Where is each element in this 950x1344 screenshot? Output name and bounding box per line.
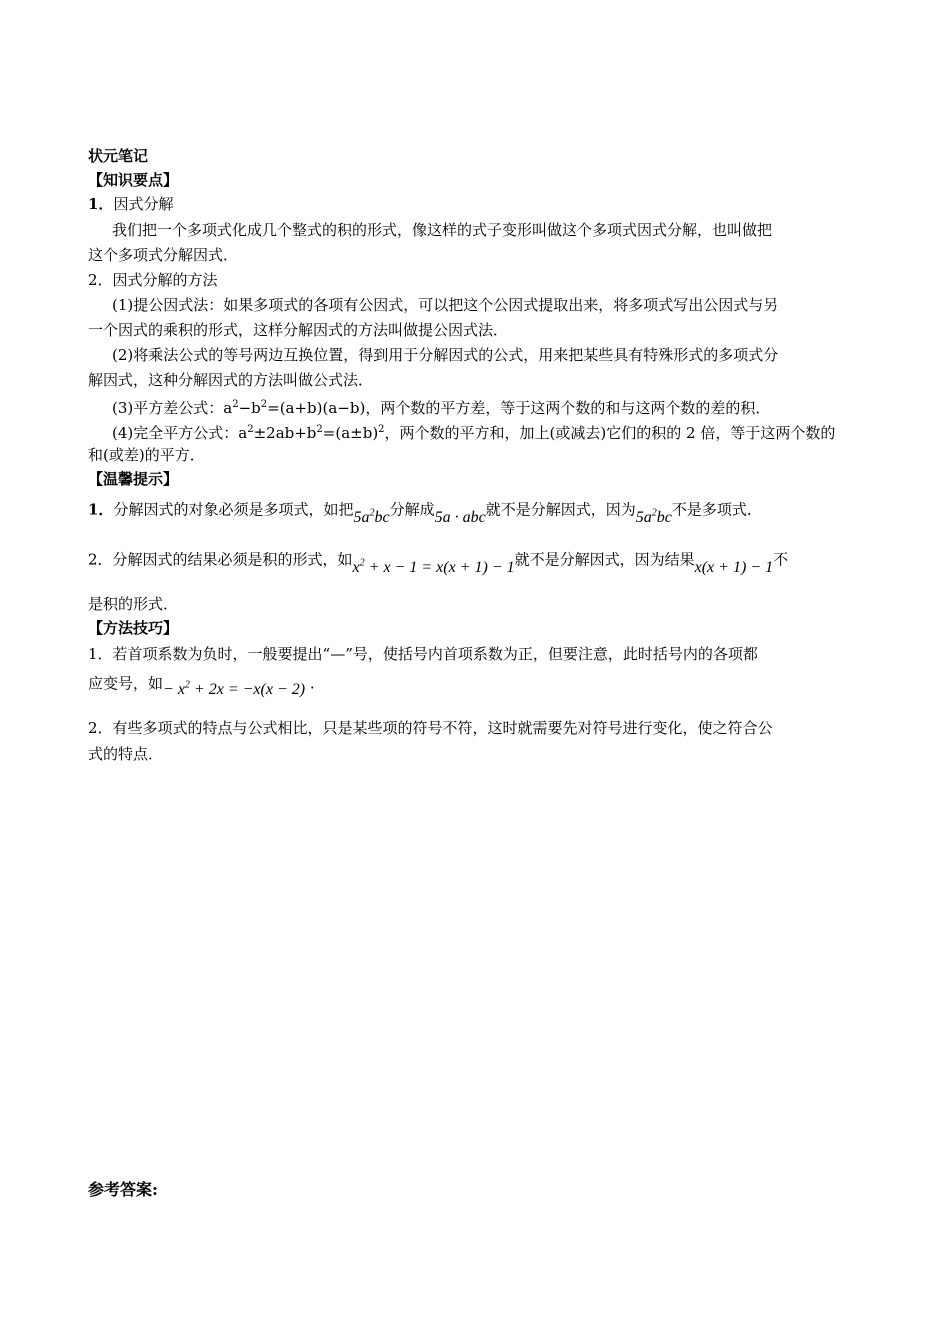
superscript: 2 <box>247 424 254 435</box>
math-expression: − $x^2 + 2x = -x(x - 2)$ <box>163 680 306 699</box>
key-point-1-body-line2: 这个多项式分解因式． <box>88 246 239 264</box>
superscript: 2 <box>378 424 385 435</box>
section-heading-techniques: 【方法技巧】 <box>88 619 179 637</box>
section-heading-tips: 【温馨提示】 <box>88 470 179 488</box>
formula-text: −b <box>238 399 261 417</box>
key-point-1-heading <box>88 194 863 214</box>
method-3-line <box>112 395 887 418</box>
superscript: 2 <box>316 424 323 435</box>
formula-text: =(a+b)(a−b)，两个数的平方差，等于这两个数的和与这两个数的差的积． <box>267 399 771 417</box>
tip-text: 就不是分解因式，因为结果 <box>514 550 695 569</box>
tip-text: 分解因式的对象必须是多项式，如把 <box>113 500 354 519</box>
method-4-line2: 和(或差)的平方． <box>88 446 205 464</box>
method-4-line1 <box>112 420 887 443</box>
tip-text: 2．分解因式的结果必须是积的形式，如 <box>88 550 353 569</box>
technique-1-line1: 1．若首项系数为负时，一般要提出“—”号，使括号内首项系数为正，但要注意，此时括号内的各项都 <box>88 645 758 663</box>
math-expression: x(x + 1) − 1 <box>694 559 774 577</box>
method-1-line2: 一个因式的乘积的形式，这样分解因式的方法叫做提公因式法． <box>88 321 509 339</box>
technique-text: 应变号，如 <box>88 674 164 693</box>
method-1-line1: (1)提公因式法：如果多项式的各项有公因式，可以把这个公因式提取出来，将多项式写出公因式与另 <box>112 296 779 314</box>
formula-text: (3)平方差公式：a <box>112 399 233 417</box>
tip-text: 不是多项式． <box>671 500 762 519</box>
tip-1-line <box>88 496 863 527</box>
tip-2-line1 <box>88 546 863 577</box>
formula-text: ，两个数的平方和，加上(或减去)它们的积的 2 倍，等于这两个数的 <box>384 424 836 442</box>
math-expression: $5a^2bc$ <box>353 508 390 527</box>
method-2-line1: (2)将乘法公式的等号两边互换位置，得到用于分解因式的公式，用来把某些具有特殊形式的多项式分 <box>112 346 779 364</box>
tip-text: 分解成 <box>389 500 435 519</box>
superscript: 2 <box>232 399 239 410</box>
math-expression: $5a^2bc$ <box>635 508 672 527</box>
technique-2-line2: 式的特点． <box>88 745 164 763</box>
section-heading-key-points: 【知识要点】 <box>88 171 179 189</box>
key-point-1-title: 因式分解 <box>113 195 174 213</box>
tip-2-line2: 是积的形式． <box>88 595 179 613</box>
formula-text: ±2ab+b <box>253 424 317 442</box>
math-expression: 5a · abc <box>434 509 486 527</box>
document-title: 状元笔记 <box>88 147 149 165</box>
technique-1-line2 <box>88 670 863 699</box>
technique-2-line1: 2．有些多项式的特点与公式相比，只是某些项的符号不符，这时就需要先对符号进行变化，使之符合公 <box>88 719 773 737</box>
formula-text: =(a±b) <box>322 424 379 442</box>
technique-text: . <box>305 674 315 693</box>
key-point-2-heading: 2．因式分解的方法 <box>88 271 218 289</box>
tip-text: 就不是分解因式，因为 <box>485 500 636 519</box>
key-point-1-body-line1: 我们把一个多项式化成几个整式的积的形式，像这样的式子变形叫做这个多项式因式分解，也叫做把 <box>112 221 773 239</box>
method-2-line2: 解因式，这种分解因式的方法叫做公式法． <box>88 371 374 389</box>
math-expression: $x^2 + x - 1 = x(x + 1) - 1$ <box>352 558 515 577</box>
key-point-1-number: 1． <box>88 195 114 213</box>
formula-text: (4)完全平方公式：a <box>112 424 248 442</box>
tip-text: 不 <box>773 550 789 569</box>
tip-1-number: 1． <box>88 500 114 519</box>
superscript: 2 <box>260 399 268 410</box>
answer-heading: 参考答案: <box>88 1180 158 1199</box>
